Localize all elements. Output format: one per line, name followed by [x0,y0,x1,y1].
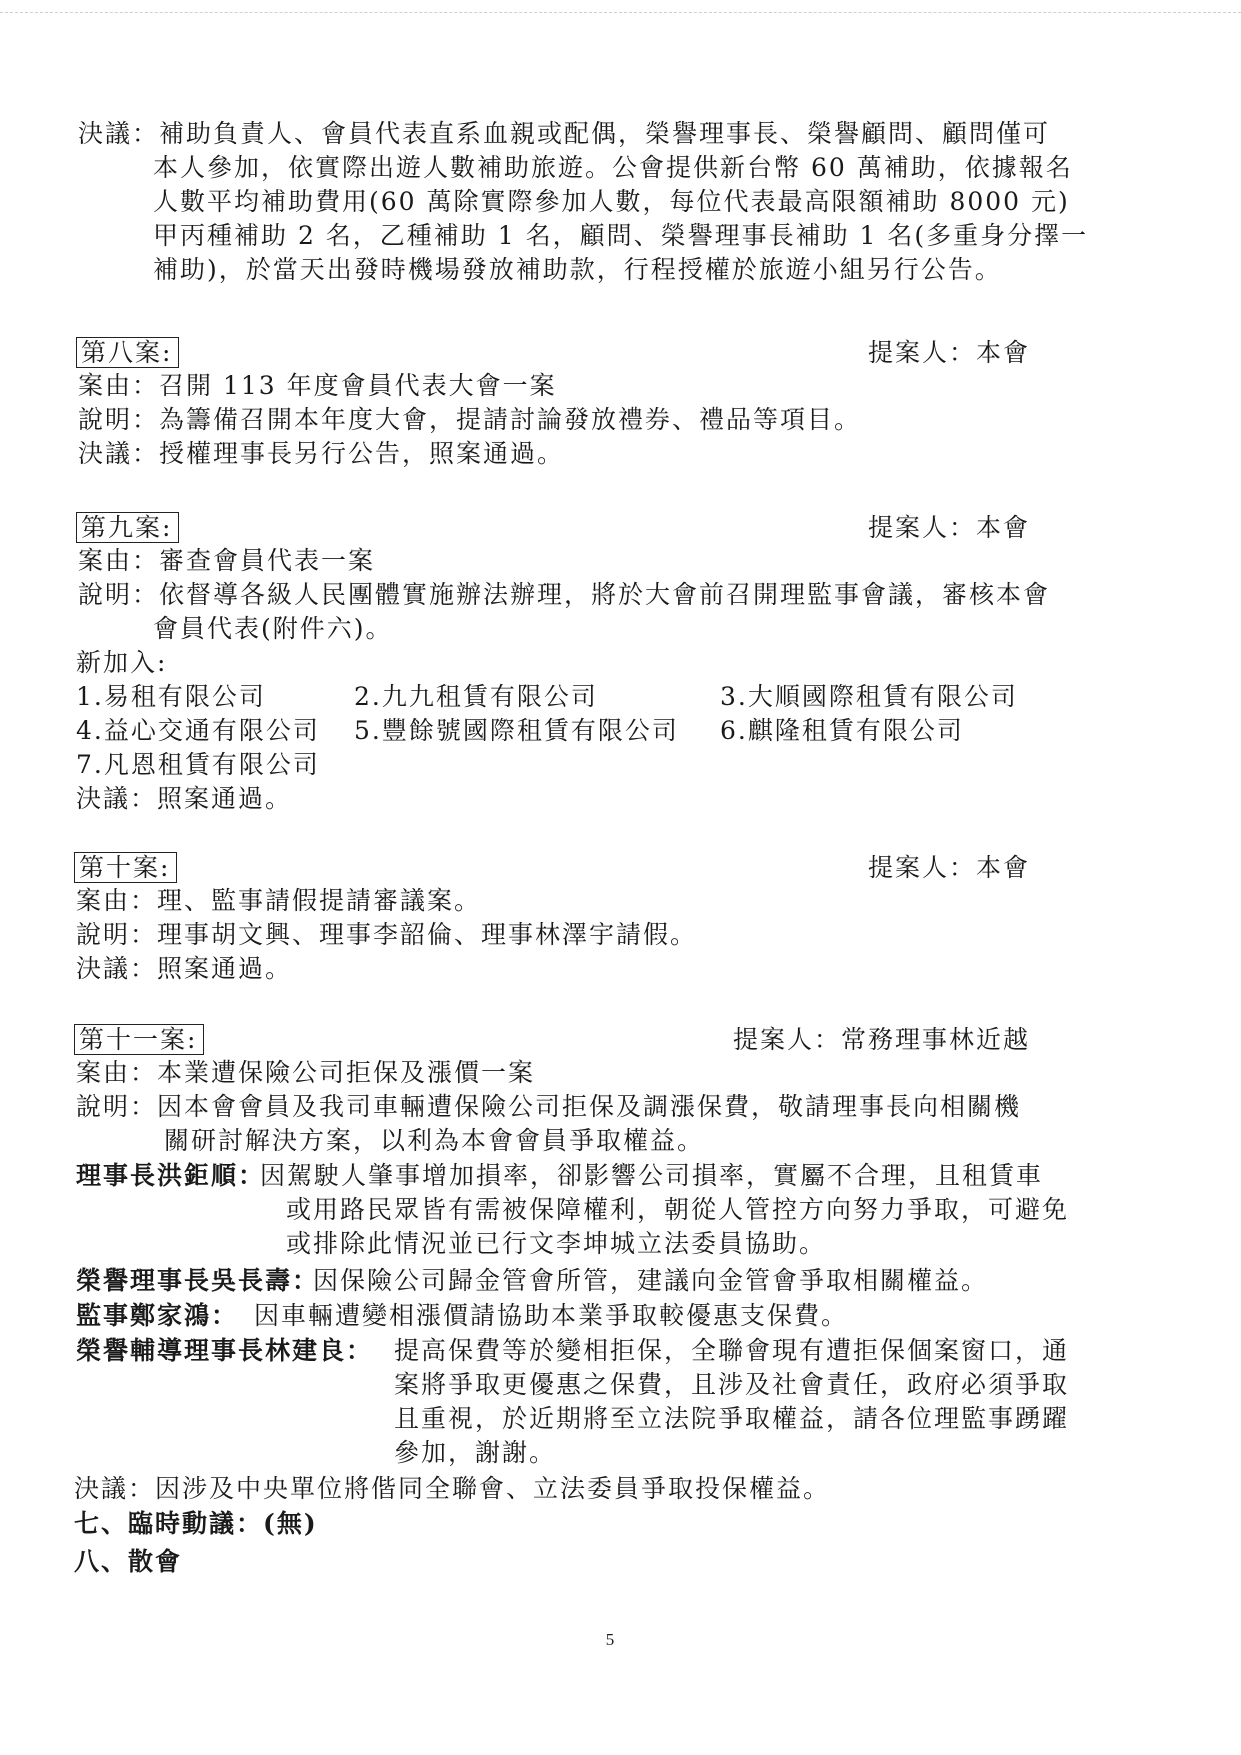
speaker-name: 榮譽輔導理事長林建良： [76,1336,374,1365]
company-item: 6.麒隆租賃有限公司 [720,716,964,745]
speaker-line: 案將爭取更優惠之保費，且涉及社會責任，政府必須爭取 [394,1370,1070,1399]
resolution-intro-line: 人數平均補助費用(60 萬除實際參加人數，每位代表最高限額補助 8000 元) [153,187,1070,216]
speaker-name: 理事長洪鉅順： [76,1161,266,1190]
case-10-line: 說明：理事胡文興、理事李韶倫、理事林澤宇請假。 [76,920,698,949]
case-9-explain-line: 會員代表(附件六)。 [153,614,393,643]
resolution-intro-line: 本人參加，依實際出遊人數補助旅遊。公會提供新台幣 60 萬補助，依據報名 [153,153,1073,182]
case-9-proposer: 提案人：本會 [867,513,1030,542]
case-9-reason: 案由：審查會員代表一案 [78,546,376,575]
case-8-line: 決議：授權理事長另行公告，照案通過。 [78,439,565,468]
case-9-explain-line: 說明：依督導各級人民團體實施辦法辦理，將於大會前召開理監事會議，審核本會 [78,580,1051,609]
speaker-line: 因保險公司歸金管會所管，建議向金管會爭取相關權益。 [313,1266,989,1295]
case-11-title: 第十一案: [74,1024,204,1055]
case-9-resolution: 決議：照案通過。 [76,784,293,813]
section-eight-heading: 八、散會 [74,1547,183,1576]
speaker-line: 參加，謝謝。 [394,1438,557,1467]
case-10-line: 案由：理、監事請假提請審議案。 [76,886,482,915]
section-seven-heading: 七、臨時動議：(無) [74,1509,318,1538]
scan-edge-line [0,12,1241,13]
company-item: 4.益心交通有限公司 [76,716,320,745]
case-8-line: 說明：為籌備召開本年度大會，提請討論發放禮券、禮品等項目。 [78,405,862,434]
case-9-title: 第九案: [76,512,179,543]
resolution-intro-line: 甲丙種補助 2 名，乙種補助 1 名，顧問、榮譽理事長補助 1 名(多重身分擇一 [153,221,1089,250]
case-11-proposer: 提案人：常務理事林近越 [732,1025,1030,1054]
case-8-proposer: 提案人：本會 [867,338,1030,367]
company-item: 1.易租有限公司 [76,682,266,711]
case-11-explain-line: 關研討解決方案，以利為本會會員爭取權益。 [164,1126,705,1155]
speaker-name: 監事鄭家鴻： [76,1301,239,1330]
case-11-resolution: 決議：因涉及中央單位將偕同全聯會、立法委員爭取投保權益。 [74,1474,831,1503]
speaker-name: 榮譽理事長吳長壽： [76,1266,320,1295]
company-item: 2.九九租賃有限公司 [354,682,598,711]
case-10-proposer: 提案人：本會 [867,853,1030,882]
case-10-title: 第十案: [74,852,177,883]
speaker-line: 因車輛遭變相漲價請協助本業爭取較優惠支保費。 [254,1301,849,1330]
speaker-line: 或用路民眾皆有需被保障權利，朝從人管控方向努力爭取，可避免 [286,1195,1070,1224]
speaker-line: 或排除此情況並已行文李坤城立法委員協助。 [286,1229,827,1258]
company-item: 7.凡恩租賃有限公司 [76,750,320,779]
case-9-new-label: 新加入: [76,648,168,677]
case-8-line: 案由：召開 113 年度會員代表大會一案 [78,371,557,400]
resolution-intro-line: 決議：補助負責人、會員代表直系血親或配偶，榮譽理事長、榮譽顧問、顧問僅可 [78,119,1051,148]
speaker-line: 提高保費等於變相拒保，全聯會現有遭拒保個案窗口，通 [394,1336,1070,1365]
page-number: 5 [605,1630,615,1649]
case-11-reason: 案由：本業遭保險公司拒保及漲價一案 [76,1058,536,1087]
case-10-line: 決議：照案通過。 [76,954,293,983]
case-8-title: 第八案: [76,337,179,368]
company-item: 5.豐餘號國際租賃有限公司 [354,716,679,745]
speaker-line: 且重視，於近期將至立法院爭取權益，請各位理監事踴躍 [394,1404,1070,1433]
resolution-intro-line: 補助)，於當天出發時機場發放補助款，行程授權於旅遊小組另行公告。 [153,255,1002,284]
company-item: 3.大順國際租賃有限公司 [720,682,1018,711]
case-11-explain-line: 說明：因本會會員及我司車輛遭保險公司拒保及調漲保費，敬請理事長向相關機 [76,1092,1022,1121]
speaker-line: 因駕駛人肇事增加損率，卻影響公司損率，實屬不合理，且租賃車 [260,1161,1044,1190]
